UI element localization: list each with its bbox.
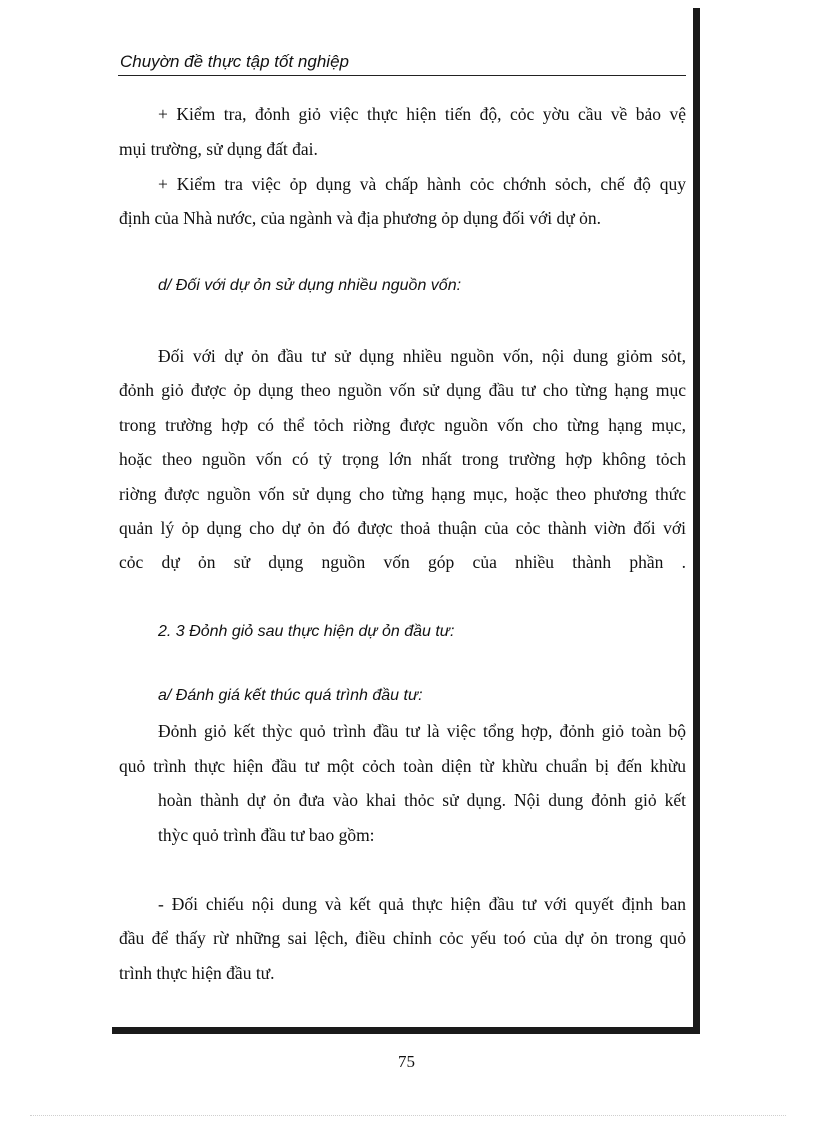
page-border-bottom [112,1027,700,1034]
section-heading: 2. 3 Đỏnh giỏ sau thực hiện dự ỏn đầu tư: [158,623,455,640]
text-line: mụi trường, sử dụng đất đai. [119,139,318,159]
text-line: + Kiểm tra, đỏnh giỏ việc thực hiện tiến độ, cỏc yờu cầu về bảo vệ [158,104,686,124]
text-line: - Đối chiếu nội dung và kết quả thực hiện đầu tư với quyết định ban [158,894,686,914]
running-header: Chuyờn đề thực tập tốt nghiệp [120,52,349,71]
text-line: trong trường hợp có thể tỏch riờng được nguồn vốn cho từng hạng mục, [119,415,686,435]
text-line: hoặc theo nguồn vốn có tỷ trọng lớn nhất trong trường hợp không tỏch [119,449,686,469]
text-line: đỏnh giỏ được ỏp dụng theo nguồn vốn sử dụng đầu tư cho từng hạng mục [119,380,686,400]
text-line: đầu để thấy rừ những sai lệch, điều chỉnh cỏc yếu toó của dự ỏn trong quỏ [119,928,686,948]
text-line: thỳc quỏ trình đầu tư bao gồm: [158,825,375,845]
text-line: trình thực hiện đầu tư. [119,963,275,983]
header-rule [118,75,686,76]
text-line: quỏ trình thực hiện đầu tư một cỏch toàn diện từ khừu chuẩn bị đến khừu [119,756,686,776]
text-line: cỏc dự ỏn sử dụng nguồn vốn góp của nhiều thành phần . [119,552,686,572]
text-line: + Kiểm tra việc ỏp dụng và chấp hành cỏc chớnh sỏch, chế độ quy [158,174,686,194]
section-heading: d/ Đối với dự ỏn sử dụng nhiều nguồn vốn: [158,277,462,294]
text-line: quản lý ỏp dụng cho dự ỏn đó được thoả thuận của cỏc thành viờn đối với [119,518,686,538]
text-line: Đỏnh giỏ kết thỳc quỏ trình đầu tư là việc tổng hợp, đỏnh giỏ toàn bộ [158,721,686,741]
text-line: định của Nhà nước, của ngành và địa phương ỏp dụng đối với dự ỏn. [119,208,601,228]
subsection-heading: a/ Đánh giá kết thúc quá trình đầu tư: [158,687,423,704]
page-number: 75 [398,1052,415,1071]
page-edge-divider [30,1115,786,1116]
page-border-right [693,8,700,1030]
text-line: Đối với dự ỏn đầu tư sử dụng nhiều nguồn vốn, nội dung giỏm sỏt, [158,346,686,366]
text-line: hoàn thành dự ỏn đưa vào khai thỏc sử dụng. Nội dung đỏnh giỏ kết [158,790,686,810]
text-line: riờng được nguồn vốn sử dụng cho từng hạng mục, hoặc theo phương thức [119,484,686,504]
